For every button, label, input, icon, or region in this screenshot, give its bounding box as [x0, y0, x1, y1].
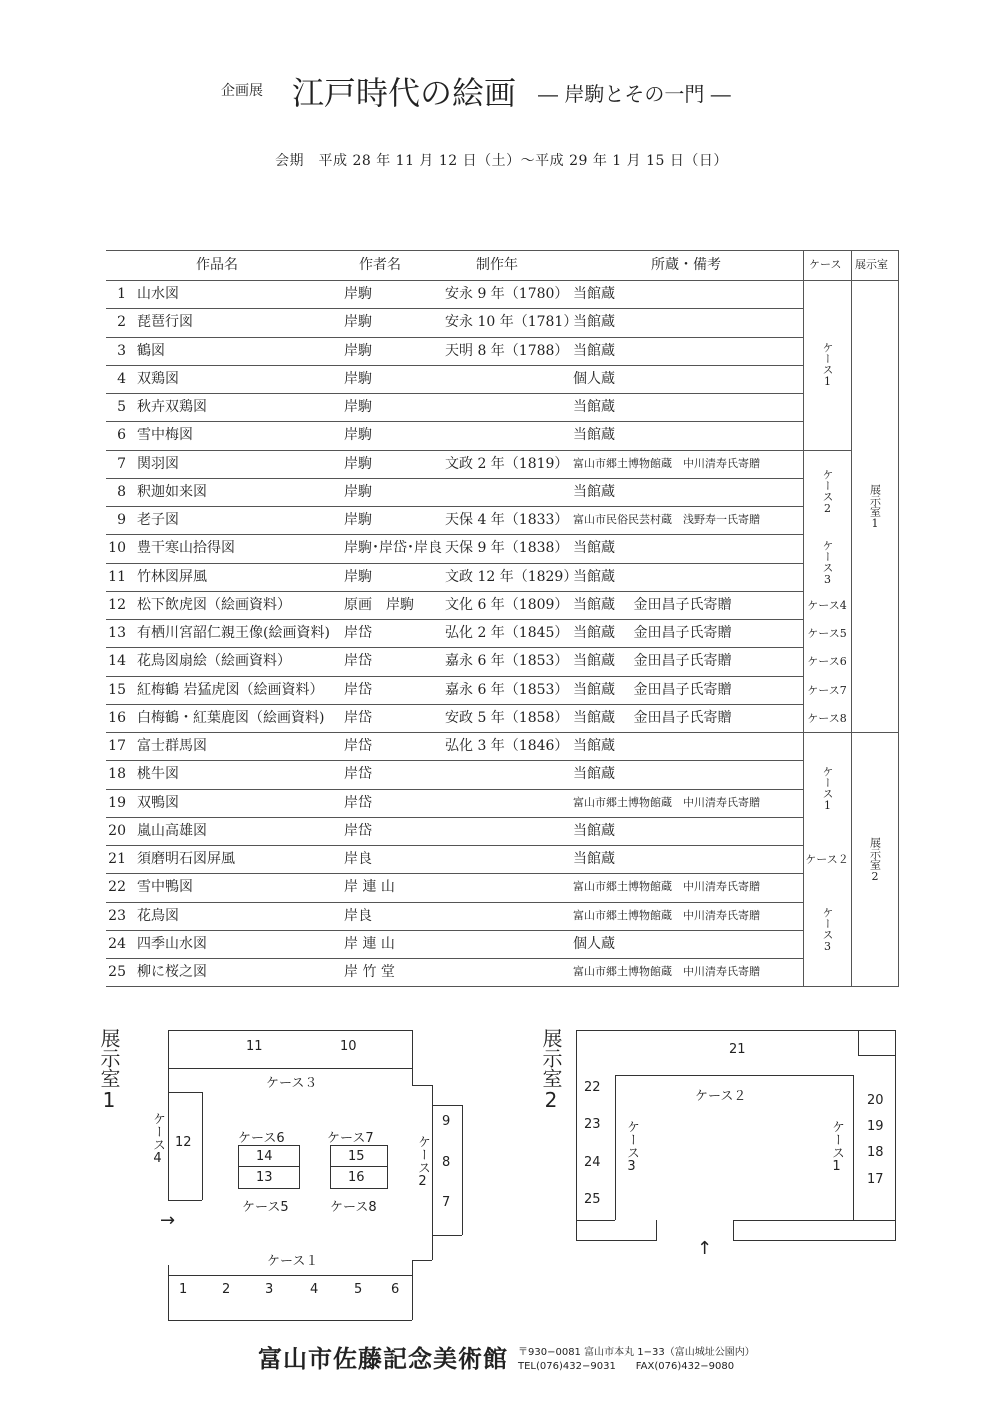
cell-artist: 岸岱	[344, 653, 372, 670]
cell-artist: 岸岱	[344, 681, 372, 698]
map-case-label: ケース3	[624, 1120, 639, 1174]
cell-owner: 当館蔵	[573, 766, 615, 783]
case-cell	[803, 280, 851, 450]
grid-line	[106, 337, 803, 338]
column-header-date: 制作年	[476, 257, 518, 273]
table-row	[106, 789, 803, 817]
cell-date: 安永 10 年（1781）	[445, 314, 578, 331]
case-cell	[803, 845, 851, 873]
cell-no: 9	[117, 512, 126, 528]
grid-line	[106, 676, 803, 677]
cell-title: 山水図	[137, 286, 179, 302]
cell-no: 25	[108, 964, 126, 980]
table-row	[106, 619, 803, 647]
case-label: ケース8	[807, 711, 847, 725]
wall	[615, 1075, 616, 1220]
column-header-artist: 作者名	[359, 257, 401, 273]
column-header-owner: 所蔵・備考	[651, 257, 721, 273]
grid-line	[106, 365, 803, 366]
table-row	[106, 873, 803, 901]
cell-owner: 当館蔵	[573, 314, 615, 331]
wall	[168, 1092, 202, 1093]
wall	[576, 1030, 577, 1240]
table-row	[106, 365, 803, 393]
cell-artist: 岸岱	[344, 794, 372, 811]
wall	[168, 1030, 169, 1090]
wall	[168, 1200, 202, 1201]
wall	[576, 1030, 896, 1031]
cell-date: 文政 2 年（1819）	[445, 455, 569, 472]
floor-map-room2	[500, 1020, 920, 1280]
cell-artist: 岸 竹 堂	[344, 964, 395, 980]
map-number: 13	[256, 1170, 273, 1185]
table-row	[106, 817, 803, 845]
cell-title: 白梅鶴・紅葉鹿図（絵画資料)	[137, 709, 325, 726]
divider	[330, 1166, 388, 1167]
wall	[412, 1260, 413, 1320]
table-row	[106, 337, 803, 365]
cell-owner: 当館蔵	[573, 483, 615, 500]
wall	[412, 1085, 432, 1086]
grid-line	[106, 817, 803, 818]
cell-no: 6	[117, 427, 126, 444]
map-case-label: ケース6	[238, 1131, 285, 1146]
cell-no: 11	[108, 568, 126, 585]
cell-owner: 当館蔵	[573, 427, 615, 444]
wall	[858, 1030, 859, 1055]
grid-line	[106, 732, 898, 733]
map-number: 9	[442, 1114, 451, 1129]
cell-no: 17	[108, 738, 126, 754]
cell-date: 文政 12 年（1829）	[445, 568, 578, 585]
grid-line	[106, 789, 803, 790]
entrance-arrow-icon: ↑	[697, 1238, 713, 1259]
table-row	[106, 563, 803, 591]
cell-no: 5	[117, 399, 126, 415]
cell-no: 22	[108, 879, 126, 896]
works-table	[106, 250, 898, 987]
cell-no: 13	[108, 625, 126, 641]
grid-line	[106, 393, 803, 394]
cell-date: 天明 8 年（1788）	[445, 342, 569, 359]
table-row	[106, 393, 803, 421]
wall	[895, 1030, 896, 1240]
cell-owner: 当館蔵 金田昌子氏寄贈	[573, 681, 732, 698]
cell-no: 8	[117, 483, 126, 500]
cell-owner: 富山市郷土博物館蔵 中川清寿氏寄贈	[573, 908, 760, 922]
grid-line	[106, 986, 898, 987]
case-label: ケース6	[807, 655, 847, 669]
table-row	[106, 280, 803, 308]
cell-artist: 岸駒	[344, 483, 372, 500]
grid-line	[106, 619, 803, 620]
wall	[168, 1275, 412, 1276]
cell-artist: 岸駒	[344, 314, 372, 331]
map-number: 24	[584, 1155, 601, 1170]
map-case-label: ケース2	[415, 1135, 430, 1189]
grid-line	[106, 845, 803, 846]
cell-owner: 当館蔵	[573, 738, 615, 754]
case-cell	[803, 704, 851, 732]
case-cell	[803, 873, 851, 986]
cell-no: 21	[108, 851, 126, 867]
map-number: 7	[442, 1195, 451, 1210]
case-label: ケース1	[821, 341, 834, 388]
cell-title: 花鳥図扇絵（絵画資料）	[137, 653, 291, 670]
grid-line	[898, 250, 899, 987]
table-row	[106, 534, 803, 562]
grid-line	[106, 563, 803, 564]
cell-date: 嘉永 6 年（1853）	[445, 653, 569, 670]
cell-no: 3	[117, 342, 126, 359]
cell-title: 桃牛図	[137, 766, 179, 783]
map-case-label: ケース7	[327, 1131, 374, 1146]
wall	[615, 1075, 853, 1076]
cell-no: 15	[108, 681, 126, 698]
map-number: 2	[222, 1282, 231, 1297]
room-cell-1	[851, 280, 898, 733]
cell-artist: 岸岱	[344, 822, 372, 839]
map-number: 22	[584, 1080, 601, 1095]
cell-artist: 岸駒･岸岱･岸良	[344, 540, 442, 557]
cell-title: 竹林図屏風	[137, 568, 207, 585]
table-row	[106, 930, 803, 958]
case-cell	[803, 619, 851, 647]
wall	[853, 1220, 896, 1221]
map-number: 14	[256, 1149, 273, 1164]
table-row	[106, 704, 803, 732]
column-header-room: 展示室	[855, 258, 888, 271]
cell-artist: 岸岱	[344, 709, 372, 726]
wall	[733, 1220, 734, 1241]
cell-owner: 当館蔵	[573, 286, 615, 302]
cell-artist: 岸岱	[344, 625, 372, 641]
wall	[168, 1265, 169, 1320]
table-row	[106, 760, 803, 788]
cell-owner: 富山市民俗民芸村蔵 浅野寿一氏寄贈	[573, 513, 760, 526]
map-case-label: ケース２	[695, 1089, 747, 1104]
column-header-title: 作品名	[196, 257, 238, 273]
map-number: 20	[867, 1093, 884, 1108]
cell-title: 関羽図	[137, 455, 179, 472]
cell-owner: 当館蔵	[573, 399, 615, 415]
cell-no: 24	[108, 935, 126, 952]
cell-date: 文化 6 年（1809）	[445, 596, 569, 613]
cell-owner: 当館蔵	[573, 568, 615, 585]
wall	[656, 1220, 657, 1241]
case-label: ケース3	[821, 539, 834, 586]
map-number: 18	[867, 1145, 884, 1160]
cell-owner: 個人蔵	[573, 935, 615, 952]
grid-line	[106, 534, 803, 535]
cell-date: 嘉永 6 年（1853）	[445, 681, 569, 698]
wall	[168, 1030, 412, 1031]
cell-title: 秋卉双鶏図	[137, 399, 207, 415]
map-number: 23	[584, 1117, 601, 1132]
case-label: ケース2	[821, 468, 834, 515]
cell-owner: 当館蔵 金田昌子氏寄贈	[573, 653, 732, 670]
cell-title: 紅梅鶴 岩猛虎図（絵画資料）	[137, 681, 324, 698]
cell-title: 有栖川宮韶仁親王像(絵画資料)	[137, 625, 330, 641]
map-number: 6	[391, 1282, 400, 1297]
cell-title: 老子図	[137, 512, 179, 528]
wall	[432, 1235, 433, 1260]
cell-owner: 個人蔵	[573, 370, 615, 387]
cell-owner: 富山市郷土博物館蔵 中川清寿氏寄贈	[573, 795, 760, 809]
table-row	[106, 845, 803, 873]
cell-title: 鶴図	[137, 342, 165, 359]
cell-title: 豊干寒山拾得図	[137, 540, 235, 557]
map-number: 12	[175, 1135, 192, 1150]
cell-artist: 岸駒	[344, 455, 372, 472]
cell-owner: 当館蔵 金田昌子氏寄贈	[573, 625, 732, 641]
map-room-label: 展示室2	[539, 1028, 563, 1112]
map-number: 17	[867, 1172, 884, 1187]
wall	[202, 1092, 203, 1200]
cell-owner: 富山市郷土博物館蔵 中川清寿氏寄贈	[573, 456, 760, 470]
grid-line	[106, 704, 803, 705]
exhibition-period: 会期 平成 28 年 11 月 12 日（土）～平成 29 年 1 月 15 日（日）	[275, 153, 728, 169]
cell-title: 花鳥図	[137, 907, 179, 924]
cell-title: 松下飲虎図（絵画資料）	[137, 596, 291, 613]
map-number: 11	[246, 1039, 263, 1054]
grid-line	[106, 250, 898, 251]
cell-no: 12	[108, 596, 126, 613]
wall	[576, 1220, 615, 1221]
map-number: 5	[354, 1282, 363, 1297]
cell-artist: 岸 連 山	[344, 879, 395, 896]
grid-line	[106, 647, 803, 648]
floor-map-room1	[0, 1020, 480, 1310]
map-case-label: ケース4	[150, 1112, 165, 1166]
case-label: ケース3	[821, 906, 834, 953]
cell-date: 天保 9 年（1838）	[445, 540, 569, 557]
column-header-case: ケース	[809, 258, 842, 271]
cell-no: 23	[108, 907, 126, 924]
map-number: 21	[729, 1042, 746, 1057]
wall	[412, 1260, 432, 1261]
table-row	[106, 591, 803, 619]
map-case-label: ケース１	[267, 1254, 319, 1269]
cell-artist: 岸駒	[344, 512, 372, 528]
cell-title: 嵐山高雄図	[137, 822, 207, 839]
map-case-label: ケース8	[330, 1200, 377, 1215]
map-number: 16	[348, 1170, 365, 1185]
cell-title: 須磨明石図屏風	[137, 851, 235, 867]
page-title: 江戸時代の絵画	[292, 74, 517, 112]
case-label: ケース1	[821, 765, 834, 812]
cell-owner: 当館蔵 金田昌子氏寄贈	[573, 709, 732, 726]
table-row	[106, 732, 803, 760]
cell-no: 4	[117, 370, 126, 387]
wall	[168, 1320, 412, 1321]
grid-line	[106, 760, 803, 761]
table-row	[106, 676, 803, 704]
cell-title: 柳に桜之図	[137, 964, 207, 980]
cell-title: 双鶏図	[137, 370, 179, 387]
cell-owner: 当館蔵	[573, 342, 615, 359]
map-number: 4	[310, 1282, 319, 1297]
map-case-label: ケース5	[242, 1200, 289, 1215]
grid-line	[106, 478, 803, 479]
wall	[168, 1090, 169, 1200]
cell-title: 琵琶行図	[137, 314, 193, 331]
table-row	[106, 478, 803, 506]
exhibition-label: 企画展	[221, 83, 263, 99]
grid-line	[106, 930, 803, 931]
cell-artist: 岸駒	[344, 399, 372, 415]
cell-title: 雪中鴨図	[137, 879, 193, 896]
cell-no: 10	[108, 540, 126, 557]
cell-artist: 岸駒	[344, 370, 372, 387]
case-label: ケース２	[805, 853, 849, 867]
cell-artist: 原画 岸駒	[344, 596, 414, 613]
table-row	[106, 647, 803, 675]
map-room-label: 展示室1	[97, 1028, 121, 1112]
table-row	[106, 450, 803, 478]
case-cell	[803, 676, 851, 704]
cell-date: 弘化 3 年（1846）	[445, 738, 569, 754]
case-label: ケース4	[807, 598, 847, 612]
case-label: ケース7	[807, 683, 847, 697]
cell-artist: 岸駒	[344, 342, 372, 359]
entrance-arrow-icon: →	[160, 1210, 176, 1231]
page-subtitle: ― 岸駒とその一門 ―	[538, 82, 731, 106]
cell-no: 16	[108, 709, 126, 726]
map-number: 15	[348, 1149, 365, 1164]
grid-line	[106, 421, 803, 422]
wall	[733, 1240, 896, 1241]
case-cell	[803, 450, 851, 535]
grid-line	[106, 506, 803, 507]
map-number: 25	[584, 1192, 601, 1207]
cell-date: 弘化 2 年（1845）	[445, 625, 569, 641]
table-row	[106, 958, 803, 986]
map-number: 3	[265, 1282, 274, 1297]
cell-artist: 岸 連 山	[344, 935, 395, 952]
cell-artist: 岸良	[344, 907, 372, 924]
cell-title: 双鴨図	[137, 794, 179, 811]
divider	[238, 1166, 300, 1167]
cell-no: 20	[108, 822, 126, 839]
grid-line	[106, 873, 803, 874]
case-cell	[803, 534, 851, 591]
cell-no: 1	[117, 286, 126, 302]
case-label: ケース5	[807, 627, 847, 641]
cell-artist: 岸駒	[344, 427, 372, 444]
cell-owner: 当館蔵 金田昌子氏寄贈	[573, 596, 732, 613]
cell-no: 2	[117, 314, 126, 331]
wall	[432, 1105, 433, 1235]
wall	[432, 1105, 462, 1106]
cell-no: 14	[108, 653, 126, 670]
table-row	[106, 506, 803, 534]
cell-owner: 当館蔵	[573, 851, 615, 867]
cell-artist: 岸岱	[344, 738, 372, 754]
case-cell	[803, 732, 851, 845]
wall	[432, 1235, 462, 1236]
cell-owner: 当館蔵	[573, 540, 615, 557]
case-cell	[803, 647, 851, 675]
cell-no: 7	[117, 455, 126, 472]
table-row	[106, 902, 803, 930]
map-number: 19	[867, 1119, 884, 1134]
wall	[853, 1075, 854, 1220]
map-case-label: ケース３	[266, 1076, 318, 1091]
wall	[858, 1055, 896, 1056]
cell-date: 天保 4 年（1833）	[445, 512, 569, 528]
table-row	[106, 421, 803, 449]
cell-artist: 岸駒	[344, 286, 372, 302]
grid-line	[106, 591, 803, 592]
cell-title: 富士群馬図	[137, 738, 207, 754]
cell-title: 雪中梅図	[137, 427, 193, 444]
museum-name: 富山市佐藤記念美術館	[258, 1344, 508, 1373]
grid-line	[106, 902, 803, 903]
wall	[412, 1030, 413, 1085]
grid-line	[106, 280, 898, 281]
cell-owner: 当館蔵	[573, 822, 615, 839]
cell-owner: 富山市郷土博物館蔵 中川清寿氏寄贈	[573, 880, 760, 894]
museum-address: 〒930−0081 富山市本丸 1−33（富山城址公園内）	[518, 1347, 755, 1358]
grid-line	[106, 308, 803, 309]
cell-artist: 岸岱	[344, 766, 372, 783]
room-label: 展示室1	[868, 483, 882, 530]
wall	[733, 1220, 853, 1221]
map-case-label: ケース1	[829, 1120, 844, 1174]
wall	[432, 1085, 433, 1105]
cell-date: 安永 9 年（1780）	[445, 286, 569, 302]
table-row	[106, 308, 803, 336]
wall	[462, 1105, 463, 1235]
cell-title: 四季山水図	[137, 935, 207, 952]
wall	[168, 1068, 412, 1069]
cell-artist: 岸良	[344, 851, 372, 867]
map-number: 8	[442, 1155, 451, 1170]
grid-line	[106, 958, 803, 959]
museum-phone: TEL(076)432−9031 FAX(076)432−9080	[518, 1361, 735, 1372]
cell-date: 安政 5 年（1858）	[445, 709, 569, 726]
cell-no: 18	[108, 766, 126, 783]
room-label: 展示室2	[868, 837, 882, 883]
case-cell	[803, 591, 851, 619]
cell-artist: 岸駒	[344, 568, 372, 585]
cell-no: 19	[108, 794, 126, 811]
map-number: 10	[340, 1039, 357, 1054]
wall	[576, 1240, 656, 1241]
cell-title: 釈迦如来図	[137, 483, 207, 500]
cell-owner: 富山市郷土博物館蔵 中川清寿氏寄贈	[573, 965, 760, 978]
map-number: 1	[179, 1282, 188, 1297]
room-cell-2	[851, 733, 898, 987]
grid-line	[106, 450, 851, 451]
